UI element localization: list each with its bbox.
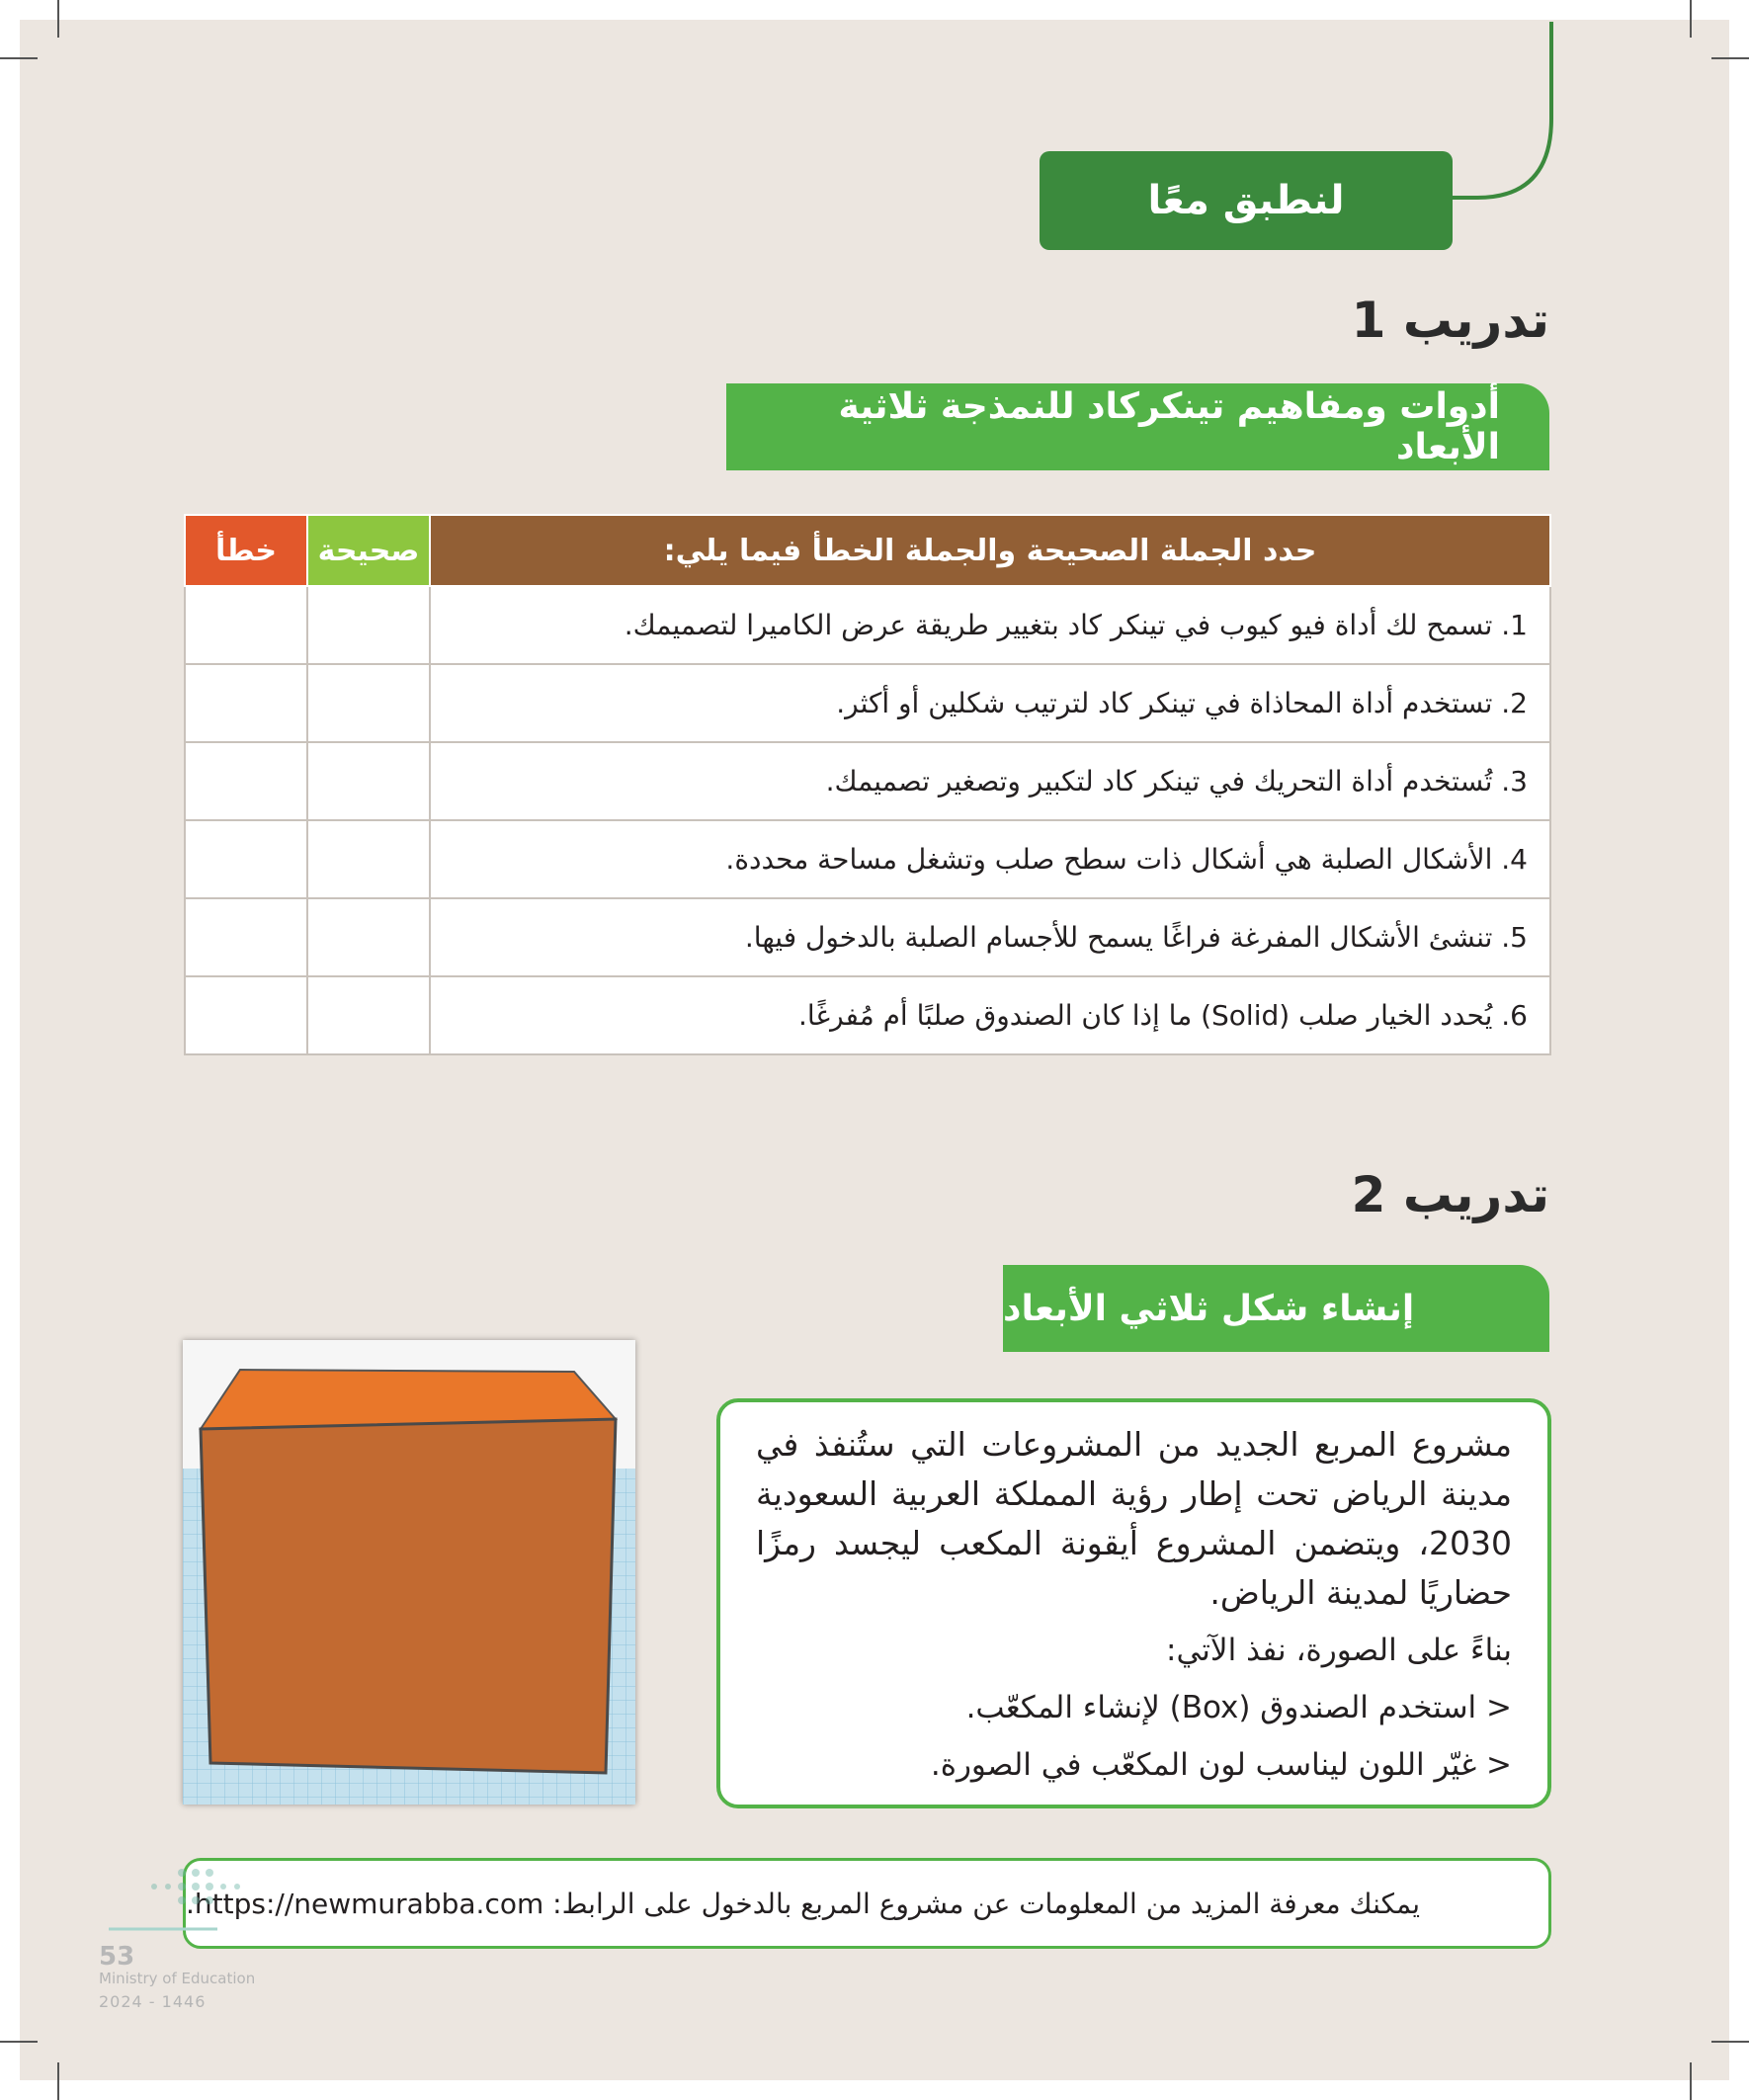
instruction-text: بناءً على الصورة، نفذ الآتي:	[1166, 1633, 1512, 1668]
crop-mark	[1690, 2062, 1692, 2100]
crop-mark	[57, 2062, 59, 2100]
step-2: < غيّر اللون ليناسب لون المكعّب في الصورة.	[930, 1747, 1512, 1783]
answer-wrong-box[interactable]	[185, 976, 307, 1054]
answer-correct-box[interactable]	[307, 586, 430, 664]
project-info-box	[716, 1398, 1551, 1808]
edition-year: 2024 - 1446	[99, 1992, 207, 2011]
project-paragraph: مشروع المربع الجديد من المشروعات التي ستُنفذ في مدينة الرياض تحت إطار رؤية المملكة العربية السعودية 2030، ويتضمن المشروع أيقونة المكعب ليجسد رمزًا حضاريًا لمدينة الرياض.	[756, 1425, 1512, 1612]
training-2-banner	[1003, 1265, 1549, 1352]
true-false-table	[184, 514, 1551, 1055]
table-row	[185, 976, 1550, 1054]
answer-wrong-box[interactable]	[185, 898, 307, 976]
table-row	[185, 820, 1550, 898]
header-wrong: خطأ	[185, 515, 307, 586]
header-question: حدد الجملة الصحيحة والجملة الخطأ فيما يلي:	[430, 515, 1550, 586]
table-row	[185, 742, 1550, 820]
table-row	[185, 586, 1550, 664]
cube-illustration	[183, 1340, 635, 1805]
cube-image	[183, 1340, 635, 1805]
answer-wrong-box[interactable]	[185, 820, 307, 898]
crop-mark	[0, 2041, 38, 2043]
answer-correct-box[interactable]	[307, 664, 430, 742]
training-2-banner-text: إنشاء شكل ثلاثي الأبعاد	[1003, 1288, 1415, 1329]
statement-2: 2. تستخدم أداة المحاذاة في تينكر كاد لترتيب شكلين أو أكثر.	[430, 664, 1550, 742]
answer-correct-box[interactable]	[307, 820, 430, 898]
answer-correct-box[interactable]	[307, 976, 430, 1054]
table-row	[185, 664, 1550, 742]
hanging-line-decoration	[0, 0, 1749, 257]
answer-wrong-box[interactable]	[185, 664, 307, 742]
ministry-label: Ministry of Education	[99, 1970, 256, 1987]
statement-6: 6. يُحدد الخيار صلب (Solid) ما إذا كان الصندوق صلبًا أم مُفرغًا.	[430, 976, 1550, 1054]
header-correct: صحيحة	[307, 515, 430, 586]
crop-mark	[1711, 2041, 1749, 2043]
statement-5: 5. تنشئ الأشكال المفرغة فراغًا يسمح للأجسام الصلبة بالدخول فيها.	[430, 898, 1550, 976]
more-info-note	[183, 1858, 1551, 1949]
training-1-banner-text: أدوات ومفاهيم تينكركاد للنمذجة ثلاثية الأبعاد	[838, 386, 1500, 467]
statement-4: 4. الأشكال الصلبة هي أشكال ذات سطح صلب وتشغل مساحة محددة.	[430, 820, 1550, 898]
statement-3: 3. تُستخدم أداة التحريك في تينكر كاد لتكبير وتصغير تصميمك.	[430, 742, 1550, 820]
training-1-banner	[726, 383, 1549, 470]
section-tag	[1040, 151, 1453, 250]
more-info-text: يمكنك معرفة المزيد من المعلومات عن مشروع المربع بالدخول على الرابط: https://newmurabba.com.	[186, 1887, 1421, 1920]
training-2-title: تدريب 2	[1351, 1166, 1549, 1223]
table-header-row	[185, 515, 1550, 586]
training-1-title: تدريب 1	[1351, 292, 1549, 349]
statement-1: 1. تسمح لك أداة فيو كيوب في تينكر كاد بتغيير طريقة عرض الكاميرا لتصميمك.	[430, 586, 1550, 664]
answer-wrong-box[interactable]	[185, 586, 307, 664]
answer-correct-box[interactable]	[307, 898, 430, 976]
step-1: < استخدم الصندوق (Box) لإنشاء المكعّب.	[965, 1690, 1512, 1725]
answer-wrong-box[interactable]	[185, 742, 307, 820]
page-number: 53	[99, 1942, 135, 1972]
table-row	[185, 898, 1550, 976]
answer-correct-box[interactable]	[307, 742, 430, 820]
section-tag-label: لنطبق معًا	[1147, 178, 1345, 223]
